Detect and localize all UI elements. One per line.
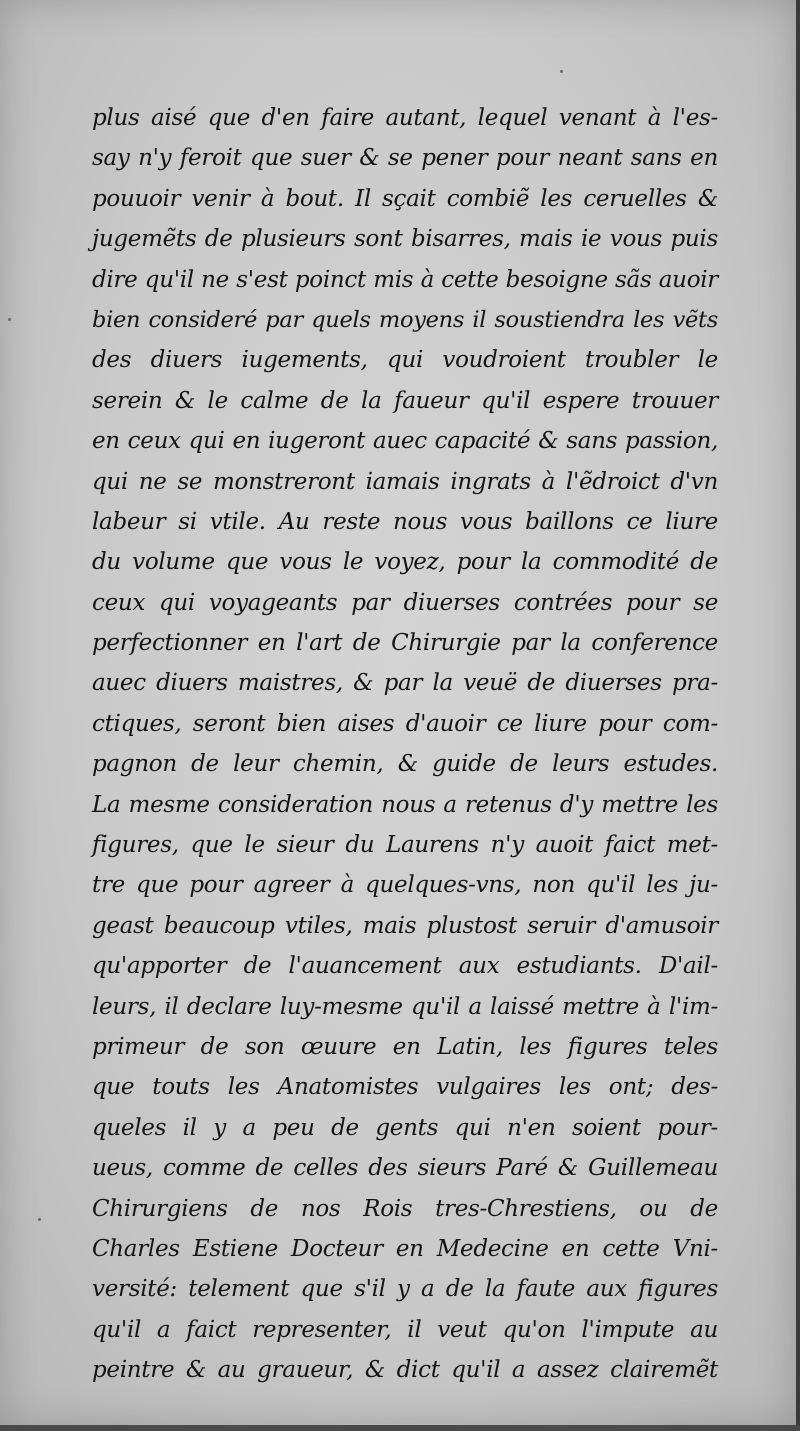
text-line: bien consideré par quels moyens il soustiendra les vẽts — [92, 306, 718, 333]
text-line: figures, que le sieur du Laurens n'y auoit faict met- — [92, 832, 718, 859]
text-line: labeur si vtile. Au reste nous vous baillons ce liure — [92, 508, 718, 535]
text-line: ceux qui voyageants par diuerses contrées pour se — [92, 589, 718, 616]
paper-speck — [560, 70, 563, 73]
text-line: queles il y a peu de gents qui n'en soient pour- — [92, 1114, 718, 1141]
text-line: qu'il a faict representer, il veut qu'on l'impute au — [92, 1316, 718, 1343]
text-line: geast beaucoup vtiles, mais plustost seruir d'amusoir — [92, 912, 718, 939]
text-line: que touts les Anatomistes vulgaires les ont; des- — [92, 1074, 718, 1101]
text-line: des diuers iugements, qui voudroient troubler le — [92, 347, 718, 374]
text-line: leurs, il declare luy-mesme qu'il a laissé mettre à l'im- — [92, 993, 718, 1020]
text-line: La mesme consideration nous a retenus d'y mettre les — [92, 791, 718, 818]
text-line: say n'y feroit que suer & se pener pour neant sans en — [92, 145, 718, 172]
text-line: ueus, comme de celles des sieurs Paré & Guillemeau — [92, 1155, 718, 1182]
text-line: Chirurgiens de nos Rois tres-Chrestiens, ou de — [92, 1195, 718, 1222]
text-line: pagnon de leur chemin, & guide de leurs estudes. — [92, 751, 718, 778]
page-text-body — [92, 98, 718, 1391]
text-line: versité: telement que s'il y a de la faute aux figures — [92, 1276, 718, 1303]
text-line: perfectionner en l'art de Chirurgie par la conference — [92, 630, 718, 657]
text-line: serein & le calme de la faueur qu'il espere trouuer — [92, 387, 718, 414]
page-edge-bottom — [0, 1425, 800, 1431]
text-line: du volume que vous le voyez, pour la commodité de — [92, 549, 718, 576]
text-line: plus aisé que d'en faire autant, lequel venant à l'es- — [92, 105, 718, 131]
text-line: auec diuers maistres, & par la veuë de diuerses pra- — [92, 670, 718, 697]
text-line: en ceux qui en iugeront auec capacité & sans passion, — [92, 428, 718, 455]
page-edge-right — [796, 0, 800, 1431]
text-line: tre que pour agreer à quelques-vns, non qu'il les ju- — [92, 872, 718, 899]
text-line: qu'apporter de l'auancement aux estudiants. D'ail- — [92, 953, 718, 980]
text-line: jugemẽts de plusieurs sont bisarres, mais ie vous puis — [92, 226, 718, 253]
paper-speck — [38, 1218, 41, 1221]
text-line: qui ne se monstreront iamais ingrats à l'ẽdroict d'vn — [92, 468, 718, 495]
text-line: pouuoir venir à bout. Il sçait combiẽ les ceruelles & — [92, 185, 718, 212]
text-line: dire qu'il ne s'est poinct mis à cette besoigne sãs auoir — [92, 266, 718, 293]
text-line: primeur de son œuure en Latin, les figures teles — [92, 1033, 718, 1060]
paper-speck — [8, 318, 11, 321]
text-line: peintre & au graueur, & dict qu'il a assez clairemẽt — [92, 1357, 718, 1384]
text-line: ctiques, seront bien aises d'auoir ce liure pour com- — [92, 710, 718, 737]
text-line: Charles Estiene Docteur en Medecine en cette Vni- — [92, 1235, 718, 1262]
